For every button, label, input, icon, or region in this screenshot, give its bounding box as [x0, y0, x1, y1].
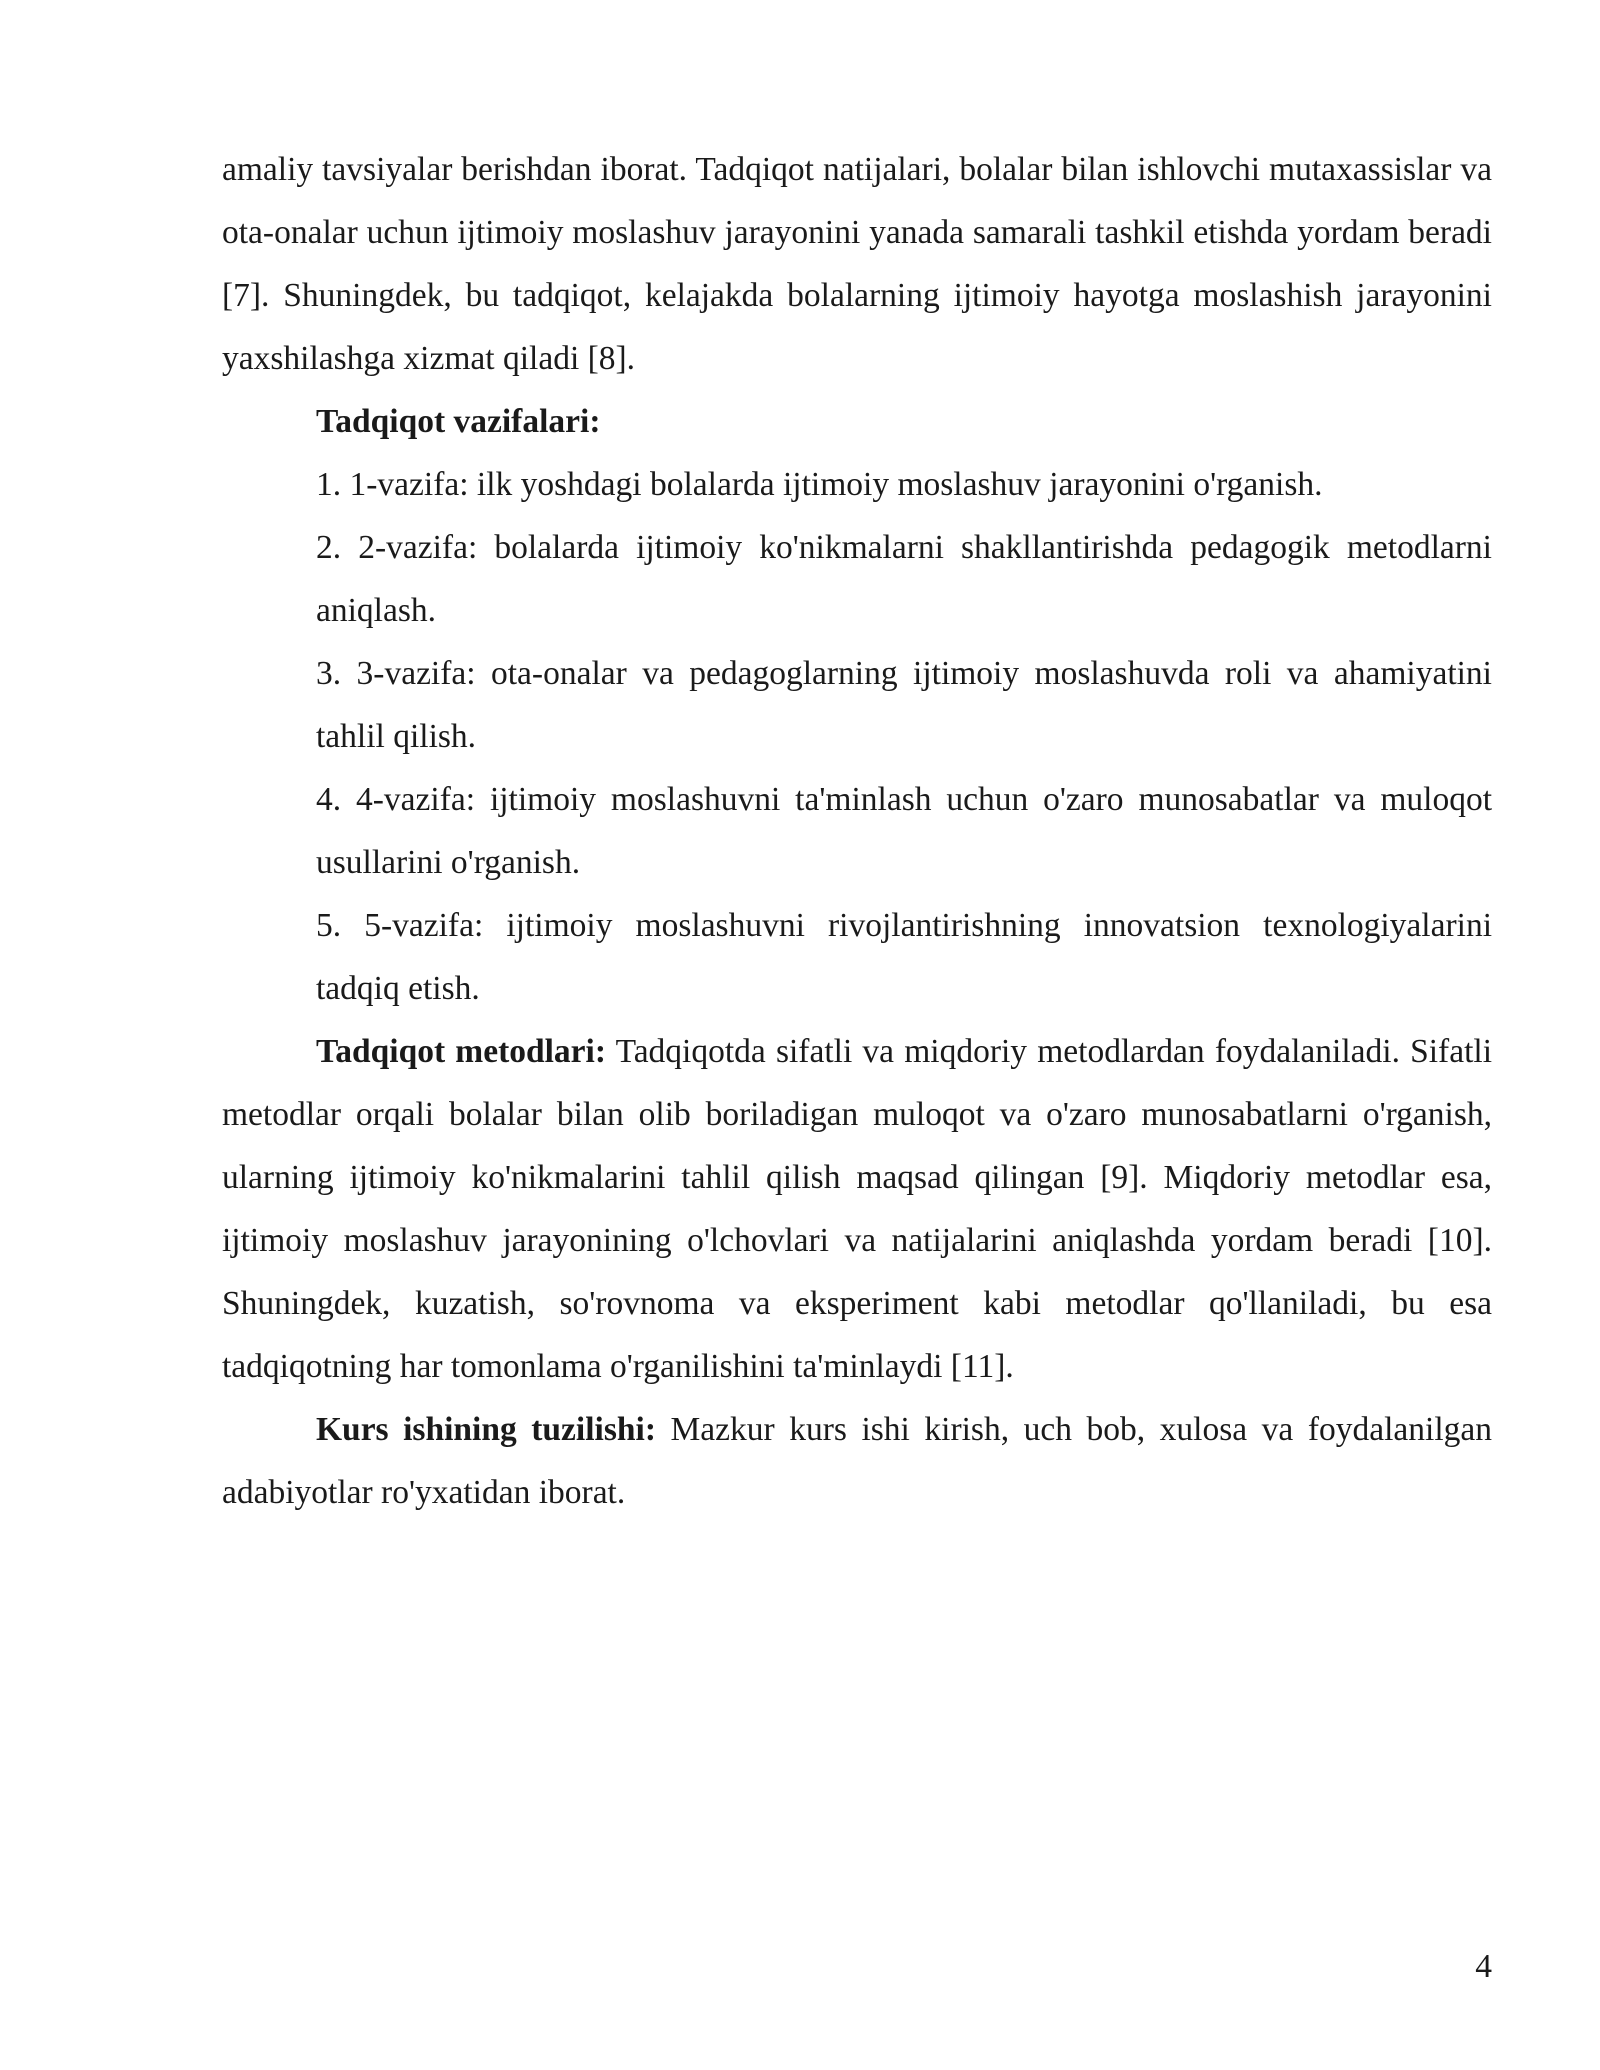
task-item-1: 1. 1-vazifa: ilk yoshdagi bolalarda ijtimoiy moslashuv jarayonini o'rganish.: [316, 466, 1323, 503]
document-page: [222, 138, 1492, 1524]
methods-text: Tadqiqotda sifatli va miqdoriy metodlardan foydalaniladi. Sifatli metodlar orqali bolalar bilan olib boriladigan muloqot va o'zaro munosabatlarni o'rganish, ularning ijtimoiy ko'nikmalarini tahlil qilish maqsad qilingan [9]. Miqdoriy metodlar esa, ijtimoiy moslashuv jarayonining o'lchovlari va natijalarini aniqlashda yordam beradi [10]. Shuningdek, kuzatish, so'rovnoma va eksperiment kabi metodlar qo'llaniladi, bu esa tadqiqotning har tomonlama o'rganilishini ta'minlaydi [11].: [222, 1033, 1492, 1385]
task-item-4: 4. 4-vazifa: ijtimoiy moslashuvni ta'minlash uchun o'zaro munosabatlar va muloqot usullarini o'rganish.: [316, 781, 1492, 881]
methods-paragraph: [222, 1020, 1492, 1398]
task-item-5: 5. 5-vazifa: ijtimoiy moslashuvni rivojlantirishning innovatsion texnologiyalarini tadqiq etish.: [316, 907, 1492, 1007]
page-number: 4: [1475, 1948, 1492, 1985]
task-item-3: 3. 3-vazifa: ota-onalar va pedagoglarning ijtimoiy moslashuvda roli va ahamiyatini tahlil qilish.: [316, 655, 1492, 755]
tasks-heading: Tadqiqot vazifalari:: [316, 403, 601, 440]
structure-paragraph: [222, 1398, 1492, 1524]
task-item-2: 2. 2-vazifa: bolalarda ijtimoiy ko'nikmalarni shakllantirishda pedagogik metodlarni aniqlash.: [316, 529, 1492, 629]
structure-text: Mazkur kurs ishi kirish, uch bob, xulosa va foydalanilgan adabiyotlar ro'yxatidan iborat.: [222, 1411, 1493, 1511]
structure-heading: Kurs ishining tuzilishi:: [316, 1411, 656, 1448]
methods-heading: Tadqiqot metodlari:: [316, 1033, 606, 1070]
intro-paragraph: amaliy tavsiyalar berishdan iborat. Tadqiqot natijalari, bolalar bilan ishlovchi mutaxassislar va ota-onalar uchun ijtimoiy moslashuv jarayonini yanada samarali tashkil etishda yordam beradi [7]. Shuningdek, bu tadqiqot, kelajakda bolalarning ijtimoiy hayotga moslashish jarayonini yaxshilashga xizmat qiladi [8].: [222, 151, 1492, 377]
